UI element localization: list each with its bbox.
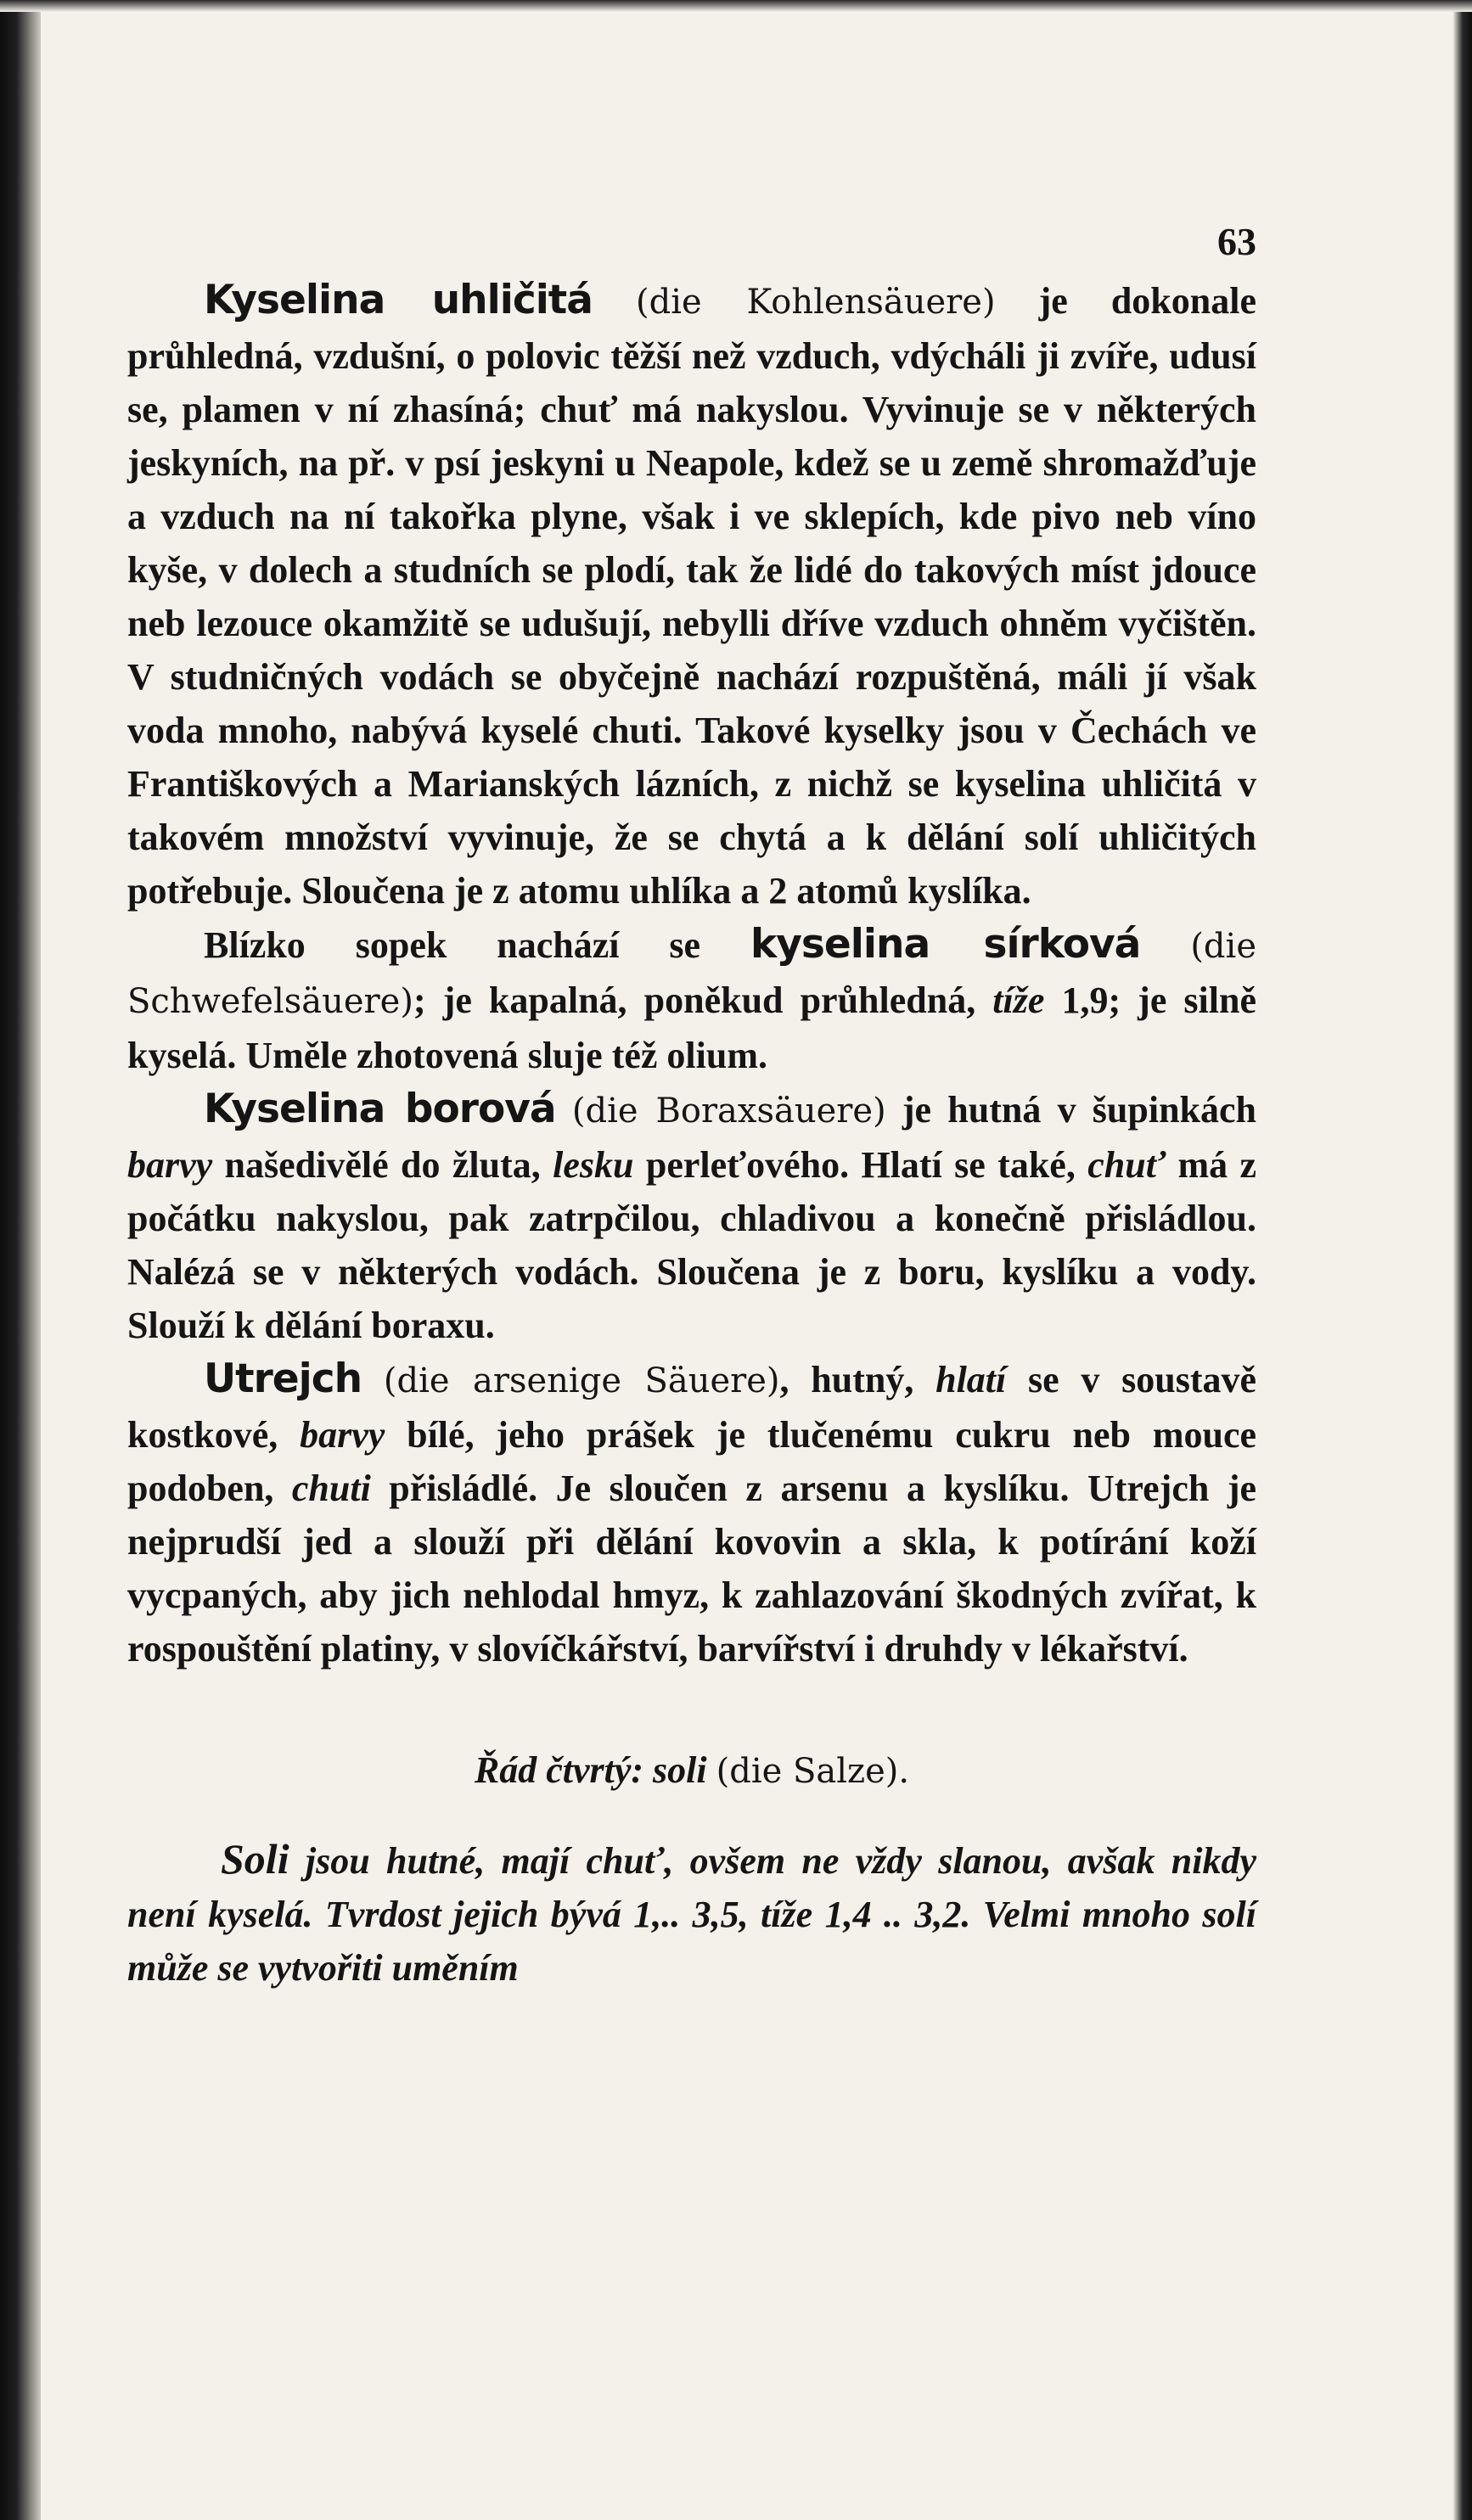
- chapter-heading: [127, 1743, 1256, 1799]
- paragraph-text: jsou hutné, mají chuť, ovšem ne vždy slanou, avšak nikdy není kyselá. Tvrdost jejich bývá 1,.. 3,5, tíže 1,4 .. 3,2. Velmi mnoho solí může se vytvořiti uměním: [127, 1840, 1256, 1989]
- term-utrejch: Utrejch: [204, 1355, 362, 1402]
- paragraph-soli: [127, 1832, 1256, 1995]
- paragraph-text: , hutný,: [779, 1359, 936, 1400]
- term-kyselina-borova: Kyselina borová: [204, 1086, 556, 1132]
- paragraph-text: ; je kapalná, poněkud průhledná,: [413, 979, 993, 1021]
- page-right-shadow: [1453, 0, 1472, 2520]
- page-number: 63: [1217, 220, 1256, 263]
- paragraph-kyselina-borova: [127, 1082, 1256, 1352]
- german-name: (die arsenige Säuere): [383, 1361, 780, 1400]
- term-kyselina-uhlicita: Kyselina uhličitá: [204, 277, 593, 323]
- italic-word: lesku: [553, 1144, 634, 1186]
- german-name: (die Boraxsäuere): [571, 1092, 886, 1131]
- paragraph-text: přisládlé. Je sloučen z arsenu a kyslíku. Utrejch je nejprudší jed a slouží při dělání kovovin a skla, k potírání koží vycpaných, aby jich nehlodal hmyz, k zahlazování škodných zvířat, k rospouštění platiny, v slovíčkářství, barvířství i druhdy v lékařství.: [127, 1468, 1256, 1670]
- paragraph-text: má z počátku nakyslou, pak zatrpčilou, chladivou a konečně přisládlou. Nalézá se v některých vodách. Sloučena je z boru, kyslíku a vody. Slouží k dělání boraxu.: [127, 1144, 1257, 1346]
- paragraph-text: 1,9; je silně kyselá. Uměle zhotovená sluje též olium.: [127, 979, 1256, 1076]
- italic-word: tíže: [992, 979, 1045, 1021]
- german-name: (die Schwefelsäuere): [127, 927, 1256, 1021]
- paragraph-kyselina-uhlicita: [127, 273, 1256, 918]
- italic-word: barvy: [300, 1414, 385, 1456]
- paragraph-text: bílé, jeho prášek je tlučenému cukru neb mouce podoben,: [127, 1414, 1257, 1509]
- italic-word: chuť: [1087, 1144, 1166, 1186]
- italic-word: chuti: [291, 1468, 371, 1509]
- paragraph-text: perleťového. Hlatí se také,: [633, 1144, 1088, 1186]
- chapter-title: Řád čtvrtý: soli: [474, 1749, 707, 1791]
- italic-word: barvy: [127, 1144, 213, 1186]
- paragraph-text: našedivělé do žluta,: [212, 1144, 553, 1186]
- paragraph-text: je hutná v šupinkách: [885, 1089, 1257, 1131]
- german-name: (die Salze).: [716, 1752, 910, 1791]
- italic-word: hlatí: [935, 1359, 1007, 1400]
- paragraph-utrejch: [127, 1352, 1256, 1675]
- paragraph-text: je dokonale průhledná, vzdušní, o polovic těžší než vzduch, vdýcháli ji zvíře, udusí se, plamen v ní zhasíná; chuť má nakyslou. Vyvinuje se v některých jeskyních, na př. v psí jeskyni u Neapole, kdež se u země shromažďuje a vzduch na ní takořka plyne, však i ve sklepích, kde pivo neb víno kyše, v dolech a studních se plodí, tak že lidé do takových míst jdouce neb lezouce okamžitě se udušují, nebylli dříve vzduch ohněm vyčištěn. V studničných vodách se obyčejně nachází rozpuštěná, máli jí však voda mnoho, nabývá kyselé chuti. Takové kyselky jsou v Čechách ve Františkových a Marianských lázních, z nichž se kyselina uhličitá v takovém množství vyvinuje, že se chytá a k dělání solí uhličitých potřebuje. Sloučena je z atomu uhlíka a 2 atomů kyslíka.: [127, 280, 1256, 912]
- term-soli: Soli: [221, 1835, 289, 1883]
- german-name: (die Kohlensäuere): [636, 283, 996, 322]
- page-left-shadow: [0, 0, 41, 2520]
- paragraph-text: se v soustavě kostkové,: [127, 1359, 1257, 1456]
- term-kyselina-sirkova: kyselina sírková: [750, 921, 1141, 968]
- paragraph-text: Blízko sopek nachází se: [204, 924, 751, 966]
- page-top-shadow: [0, 0, 1472, 12]
- paragraph-kyselina-sirkova: [127, 918, 1256, 1082]
- page-body: [127, 212, 1256, 1995]
